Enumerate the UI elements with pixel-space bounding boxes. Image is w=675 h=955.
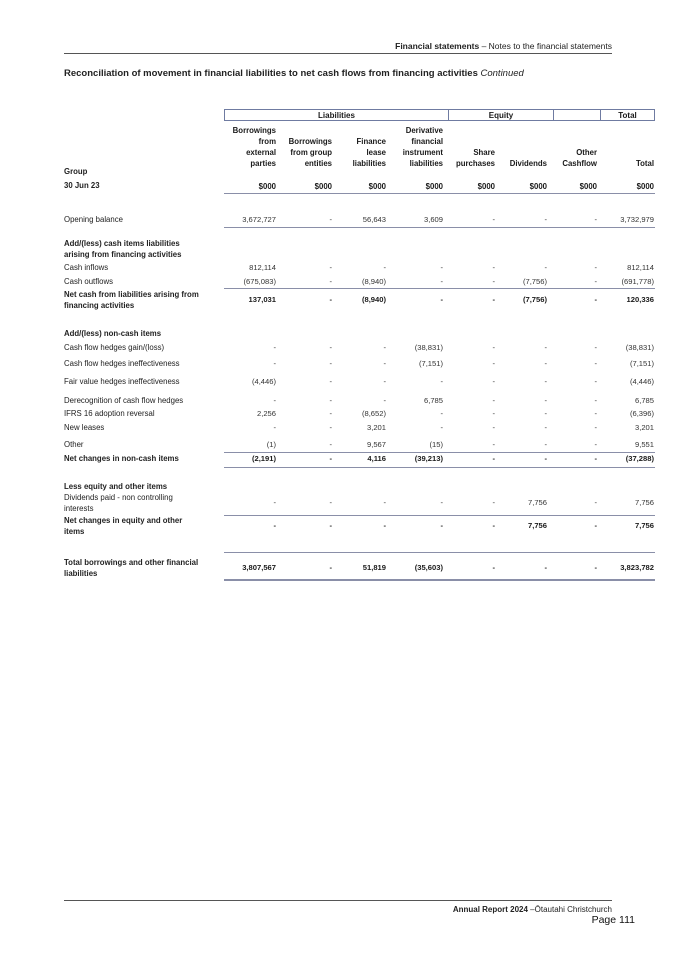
column-header-text: lease bbox=[366, 148, 386, 157]
table-cell: 7,756 bbox=[634, 521, 654, 530]
column-header-text: from bbox=[258, 137, 276, 146]
table-cell: (6,396) bbox=[629, 409, 654, 418]
column-unit: $000 bbox=[258, 182, 276, 191]
table-cell: - bbox=[544, 215, 547, 224]
table-cell: - bbox=[273, 396, 276, 405]
table-cell: (4,446) bbox=[629, 377, 654, 386]
table-cell: - bbox=[273, 359, 276, 368]
column-header-text: Cashflow bbox=[562, 159, 597, 168]
table-cell: - bbox=[492, 440, 495, 449]
table-cell: - bbox=[329, 343, 332, 352]
row-label: Cash inflows bbox=[64, 263, 109, 272]
table-cell: 4,116 bbox=[367, 454, 386, 463]
column-header-text: Dividends bbox=[509, 159, 547, 168]
table-cell: - bbox=[329, 359, 332, 368]
column-unit: $000 bbox=[636, 182, 654, 191]
table-cell: - bbox=[492, 215, 495, 224]
table-cell: (4,446) bbox=[251, 377, 276, 386]
table-cell: - bbox=[594, 215, 597, 224]
table-cell: 7,756 bbox=[634, 498, 654, 507]
table-cell: - bbox=[383, 396, 386, 405]
table-cell: - bbox=[544, 396, 547, 405]
table-cell: - bbox=[383, 498, 386, 507]
table-cell: - bbox=[594, 396, 597, 405]
table-cell: - bbox=[273, 423, 276, 432]
row-rule bbox=[224, 467, 655, 468]
table-cell: - bbox=[492, 343, 495, 352]
table-cell: - bbox=[273, 498, 276, 507]
page-title bbox=[64, 68, 524, 79]
table-cell: - bbox=[440, 498, 443, 507]
table-cell: 812,114 bbox=[627, 263, 654, 272]
column-header-text: Other bbox=[576, 148, 597, 157]
table-cell: - bbox=[383, 343, 386, 352]
group-header-blank bbox=[553, 109, 601, 121]
column-header-text: Borrowings bbox=[232, 126, 276, 135]
table-cell: - bbox=[440, 377, 443, 386]
table-cell: - bbox=[329, 409, 332, 418]
table-cell: - bbox=[440, 423, 443, 432]
title-suffix: Continued bbox=[480, 68, 524, 79]
row-label: Other bbox=[64, 440, 84, 449]
table-cell: (7,151) bbox=[418, 359, 443, 368]
table-cell: - bbox=[544, 440, 547, 449]
table-cell: - bbox=[544, 454, 547, 463]
row-label: Add/(less) non-cash items bbox=[64, 329, 162, 338]
table-cell: - bbox=[594, 423, 597, 432]
column-header-text: Share bbox=[473, 148, 495, 157]
row-label: Net changes in equity and other bbox=[64, 516, 183, 525]
row-rule bbox=[224, 288, 655, 289]
table-cell: 3,807,567 bbox=[242, 563, 276, 572]
table-cell: - bbox=[492, 409, 495, 418]
table-cell: - bbox=[594, 343, 597, 352]
table-cell: - bbox=[329, 440, 332, 449]
column-unit: $000 bbox=[368, 182, 386, 191]
table-cell: - bbox=[544, 359, 547, 368]
total-double-rule bbox=[224, 579, 655, 581]
table-cell: - bbox=[544, 263, 547, 272]
row-label: Net cash from liabilities arising from bbox=[64, 290, 199, 299]
column-header-text: instrument bbox=[402, 148, 443, 157]
table-cell: 3,823,782 bbox=[620, 563, 654, 572]
table-cell: - bbox=[440, 277, 443, 286]
table-cell: (675,083) bbox=[243, 277, 276, 286]
table-cell: - bbox=[544, 409, 547, 418]
table-cell: - bbox=[594, 359, 597, 368]
table-cell: 6,785 bbox=[423, 396, 443, 405]
table-cell: - bbox=[594, 263, 597, 272]
table-cell: - bbox=[492, 454, 495, 463]
column-header-text: Total bbox=[635, 159, 654, 168]
footer-place: Ōtautahi Christchurch bbox=[534, 905, 612, 914]
group-label: Group bbox=[64, 167, 88, 176]
table-cell: 7,756 bbox=[527, 521, 547, 530]
group-header-liabilities: Liabilities bbox=[224, 109, 449, 121]
running-footer bbox=[64, 905, 612, 914]
table-cell: (38,831) bbox=[625, 343, 654, 352]
table-cell: - bbox=[329, 295, 332, 304]
table-cell: - bbox=[544, 377, 547, 386]
table-cell: - bbox=[594, 454, 597, 463]
row-label: Dividends paid - non controlling bbox=[64, 493, 173, 502]
table-cell: 51,819 bbox=[362, 563, 386, 572]
table-cell: - bbox=[492, 277, 495, 286]
table-cell: - bbox=[440, 263, 443, 272]
row-label: IFRS 16 adoption reversal bbox=[64, 409, 155, 418]
table-cell: - bbox=[594, 521, 597, 530]
row-label: Net changes in non-cash items bbox=[64, 454, 179, 463]
table-cell: - bbox=[329, 396, 332, 405]
total-top-rule bbox=[224, 552, 655, 553]
table-cell: - bbox=[594, 563, 597, 572]
row-label: Cash flow hedges ineffectiveness bbox=[64, 359, 180, 368]
table-cell: 3,201 bbox=[634, 423, 654, 432]
table-cell: (15) bbox=[429, 440, 443, 449]
row-label: Less equity and other items bbox=[64, 482, 168, 491]
header-subsection: Notes to the financial statements bbox=[488, 41, 612, 51]
column-header-text: from group bbox=[290, 148, 332, 157]
table-cell: - bbox=[492, 423, 495, 432]
row-label: items bbox=[64, 526, 85, 536]
page-number: Page 111 bbox=[591, 914, 635, 926]
column-header-text: financial bbox=[411, 137, 443, 146]
row-label: New leases bbox=[64, 423, 105, 432]
column-unit: $000 bbox=[579, 182, 597, 191]
table-cell: 3,672,727 bbox=[242, 215, 276, 224]
table-cell: - bbox=[492, 498, 495, 507]
column-unit: $000 bbox=[314, 182, 332, 191]
table-cell: - bbox=[492, 521, 495, 530]
table-cell: (7,151) bbox=[629, 359, 654, 368]
row-label: Derecognition of cash flow hedges bbox=[64, 396, 184, 405]
table-cell: - bbox=[594, 409, 597, 418]
column-header-text: entities bbox=[304, 159, 332, 168]
table-cell: - bbox=[329, 423, 332, 432]
date-label: 30 Jun 23 bbox=[64, 181, 100, 190]
table-cell: - bbox=[329, 263, 332, 272]
row-label: Add/(less) cash items liabilities bbox=[64, 239, 180, 248]
table-cell: 120,336 bbox=[626, 295, 654, 304]
row-label: Total borrowings and other financial bbox=[64, 558, 199, 567]
table-cell: (8,652) bbox=[361, 409, 386, 418]
footer-report: Annual Report 2024 bbox=[452, 905, 528, 914]
table-cell: - bbox=[273, 521, 276, 530]
table-cell: - bbox=[383, 377, 386, 386]
table-cell: 812,114 bbox=[249, 263, 276, 272]
row-rule bbox=[224, 515, 655, 516]
table-cell: - bbox=[492, 295, 495, 304]
column-header-text: Derivative bbox=[405, 126, 443, 135]
table-cell: - bbox=[329, 563, 332, 572]
row-label: Cash outflows bbox=[64, 277, 113, 286]
column-unit: $000 bbox=[425, 182, 443, 191]
table-cell: (7,756) bbox=[522, 295, 547, 304]
table-cell: 2,256 bbox=[256, 409, 276, 418]
column-header-text: parties bbox=[250, 159, 276, 168]
table-cell: - bbox=[492, 563, 495, 572]
table-cell: - bbox=[329, 498, 332, 507]
table-cell: - bbox=[492, 359, 495, 368]
table-cell: (7,756) bbox=[522, 277, 547, 286]
row-label: interests bbox=[64, 503, 94, 513]
table-cell: - bbox=[329, 454, 332, 463]
row-label: liabilities bbox=[64, 568, 98, 578]
group-header-total: Total bbox=[600, 109, 655, 121]
column-header-text: liabilities bbox=[409, 159, 443, 168]
table-cell: - bbox=[594, 440, 597, 449]
running-header bbox=[64, 41, 612, 51]
column-header-text: liabilities bbox=[352, 159, 386, 168]
table-cell: - bbox=[544, 423, 547, 432]
table-cell: - bbox=[329, 277, 332, 286]
table-cell: 3,732,979 bbox=[620, 215, 654, 224]
table-cell: - bbox=[329, 215, 332, 224]
table-cell: - bbox=[492, 396, 495, 405]
row-rule bbox=[224, 227, 655, 228]
table-cell: - bbox=[594, 277, 597, 286]
table-cell: - bbox=[440, 295, 443, 304]
footer-rule bbox=[64, 900, 612, 901]
column-unit: $000 bbox=[477, 182, 495, 191]
table-cell: (2,191) bbox=[251, 454, 276, 463]
group-header-equity: Equity bbox=[448, 109, 554, 121]
table-cell: - bbox=[383, 263, 386, 272]
table-cell: - bbox=[594, 295, 597, 304]
header-rule bbox=[64, 53, 612, 54]
table-cell: (39,213) bbox=[414, 454, 443, 463]
table-cell: - bbox=[544, 563, 547, 572]
column-header-text: Borrowings bbox=[288, 137, 332, 146]
table-cell: - bbox=[492, 263, 495, 272]
table-cell: (38,831) bbox=[414, 343, 443, 352]
table-cell: (1) bbox=[266, 440, 276, 449]
header-underline bbox=[224, 193, 655, 194]
table-cell: (35,603) bbox=[414, 563, 443, 572]
table-cell: (8,940) bbox=[361, 295, 386, 304]
table-cell: 3,609 bbox=[423, 215, 443, 224]
table-cell: (37,288) bbox=[625, 454, 654, 463]
table-cell: 137,031 bbox=[248, 295, 276, 304]
table-cell: (691,778) bbox=[621, 277, 654, 286]
row-label: Fair value hedges ineffectiveness bbox=[64, 377, 180, 386]
header-section: Financial statements bbox=[395, 41, 480, 51]
table-cell: 3,201 bbox=[366, 423, 386, 432]
table-cell: - bbox=[329, 377, 332, 386]
table-cell: 9,551 bbox=[634, 440, 654, 449]
column-unit: $000 bbox=[529, 182, 547, 191]
footer-separator: – bbox=[527, 905, 535, 914]
table-cell: - bbox=[383, 521, 386, 530]
column-header-text: purchases bbox=[455, 159, 495, 168]
table-cell: - bbox=[383, 359, 386, 368]
table-cell: - bbox=[544, 343, 547, 352]
row-label: Opening balance bbox=[64, 215, 123, 224]
column-header-text: Finance bbox=[356, 137, 386, 146]
table-cell: (8,940) bbox=[361, 277, 386, 286]
row-label: financing activities bbox=[64, 300, 135, 310]
row-rule bbox=[224, 452, 655, 453]
table-cell: 56,643 bbox=[362, 215, 386, 224]
table-cell: 9,567 bbox=[366, 440, 386, 449]
table-cell: - bbox=[594, 377, 597, 386]
table-cell: - bbox=[273, 343, 276, 352]
title-main: Reconciliation of movement in financial liabilities to net cash flows from financing activities bbox=[64, 68, 478, 79]
row-label: Cash flow hedges gain/(loss) bbox=[64, 343, 165, 352]
header-separator: – bbox=[479, 41, 489, 51]
row-label: arising from financing activities bbox=[64, 249, 182, 259]
table-cell: - bbox=[594, 498, 597, 507]
table-cell: - bbox=[492, 377, 495, 386]
table-cell: 7,756 bbox=[527, 498, 547, 507]
table-cell: - bbox=[440, 409, 443, 418]
table-cell: 6,785 bbox=[634, 396, 654, 405]
table-cell: - bbox=[329, 521, 332, 530]
table-cell: - bbox=[440, 521, 443, 530]
column-header-text: external bbox=[246, 148, 276, 157]
